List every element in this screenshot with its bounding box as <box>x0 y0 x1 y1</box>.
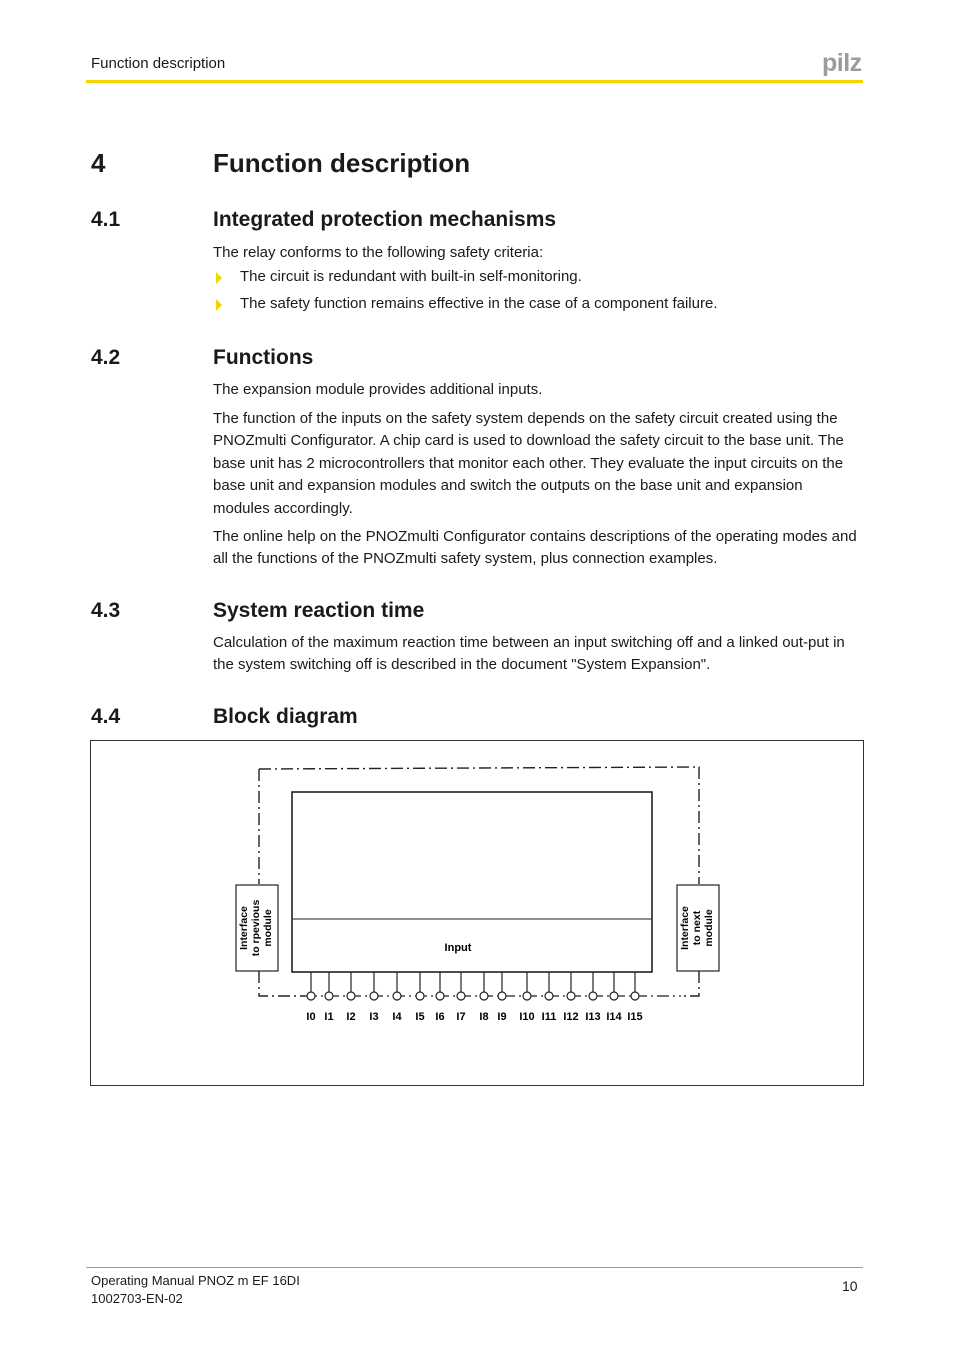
input-label: Input <box>444 942 472 954</box>
block-diagram <box>91 741 863 1085</box>
running-header: Function description <box>91 55 226 72</box>
section-4-1-intro: The relay conforms to the following safety criteria: <box>213 244 544 261</box>
section-4-2-number: 4.2 <box>91 346 121 369</box>
section-4-2-title: Functions <box>213 346 314 369</box>
page-number: 10 <box>842 1278 858 1294</box>
module-boundary <box>259 767 699 996</box>
terminal-connector <box>480 992 488 1000</box>
terminal-connector <box>567 992 575 1000</box>
pilz-logo: pilz <box>822 49 862 77</box>
terminal-label: I1 <box>324 1011 334 1023</box>
bullet-arrow-icon <box>216 272 222 284</box>
bullet-item: The circuit is redundant with built-in self-monitoring. <box>240 268 582 285</box>
chapter-title: Function description <box>213 148 471 178</box>
terminal-label: I9 <box>497 1011 507 1023</box>
section-4-2-paragraph: The online help on the PNOZmulti Configurator contains descriptions of the operating modes and all the functions of the PNOZmulti safety system, plus connection examples. <box>213 528 857 568</box>
terminal-connector <box>393 992 401 1000</box>
chapter-number: 4 <box>91 148 106 178</box>
terminal-label: I10 <box>519 1011 535 1023</box>
terminal-label: I13 <box>585 1011 601 1023</box>
terminal-connector <box>498 992 506 1000</box>
interface-next-label: module <box>703 909 715 947</box>
terminal-label: I11 <box>541 1011 557 1023</box>
terminal-label: I3 <box>369 1011 379 1023</box>
footer-doc-number: 1002703-EN-02 <box>91 1291 183 1306</box>
header-rule <box>86 80 863 83</box>
terminal-label: I8 <box>479 1011 489 1023</box>
terminal-label: I7 <box>456 1011 466 1023</box>
terminal-label: I14 <box>606 1011 622 1023</box>
unit-box <box>292 792 652 972</box>
section-4-1-number: 4.1 <box>91 208 121 231</box>
section-4-4-title: Block diagram <box>213 705 358 728</box>
terminal-label: I12 <box>563 1011 579 1023</box>
section-4-1-title: Integrated protection mechanisms <box>213 208 557 231</box>
interface-previous-label: Interface <box>238 906 250 950</box>
terminal-label: I15 <box>627 1011 643 1023</box>
interface-next-label: to next <box>691 910 703 946</box>
terminal-connector <box>610 992 618 1000</box>
terminal-connector <box>307 992 315 1000</box>
terminal-connector <box>416 992 424 1000</box>
terminal-connector <box>325 992 333 1000</box>
terminal-connector <box>436 992 444 1000</box>
terminal-connector <box>589 992 597 1000</box>
terminal-label: I0 <box>306 1011 316 1023</box>
terminal-label: I5 <box>415 1011 425 1023</box>
terminal-connector <box>523 992 531 1000</box>
footer-manual-title: Operating Manual PNOZ m EF 16DI <box>91 1273 300 1288</box>
section-4-4-number: 4.4 <box>91 705 121 728</box>
terminal-label: I6 <box>435 1011 445 1023</box>
section-4-3-title: System reaction time <box>213 599 425 622</box>
interface-next-label: Interface <box>679 906 691 950</box>
terminal-connector <box>457 992 465 1000</box>
interface-previous-label: to rpevious <box>250 899 262 957</box>
interface-previous-label: module <box>262 909 274 947</box>
block-diagram-frame <box>90 740 864 1086</box>
bullet-item: The safety function remains effective in the case of a component failure. <box>240 295 718 312</box>
terminal-connector <box>347 992 355 1000</box>
section-4-2-paragraph: The expansion module provides additional inputs. <box>213 381 543 398</box>
section-4-3-number: 4.3 <box>91 599 121 622</box>
section-4-3-paragraph: Calculation of the maximum reaction time between an input switching off and a linked out-put in the system switching off is described in the document "System Expansion". <box>213 634 845 674</box>
terminal-label: I4 <box>392 1011 402 1023</box>
terminal-label: I2 <box>346 1011 356 1023</box>
terminal-connector <box>631 992 639 1000</box>
footer-rule <box>86 1267 863 1268</box>
terminal-connector <box>370 992 378 1000</box>
bullet-arrow-icon <box>216 299 222 311</box>
section-4-2-paragraph: The function of the inputs on the safety system depends on the safety circuit created using the PNOZmulti Configurator. A chip card is used to download the safety circuit to the base unit. The base unit has 2 microcontrollers that monitor each other. They evaluate the input circuits on the base unit and expansion modules and switch the outputs on the base unit and expansion modules accordingly. <box>213 410 844 517</box>
terminal-connector <box>545 992 553 1000</box>
